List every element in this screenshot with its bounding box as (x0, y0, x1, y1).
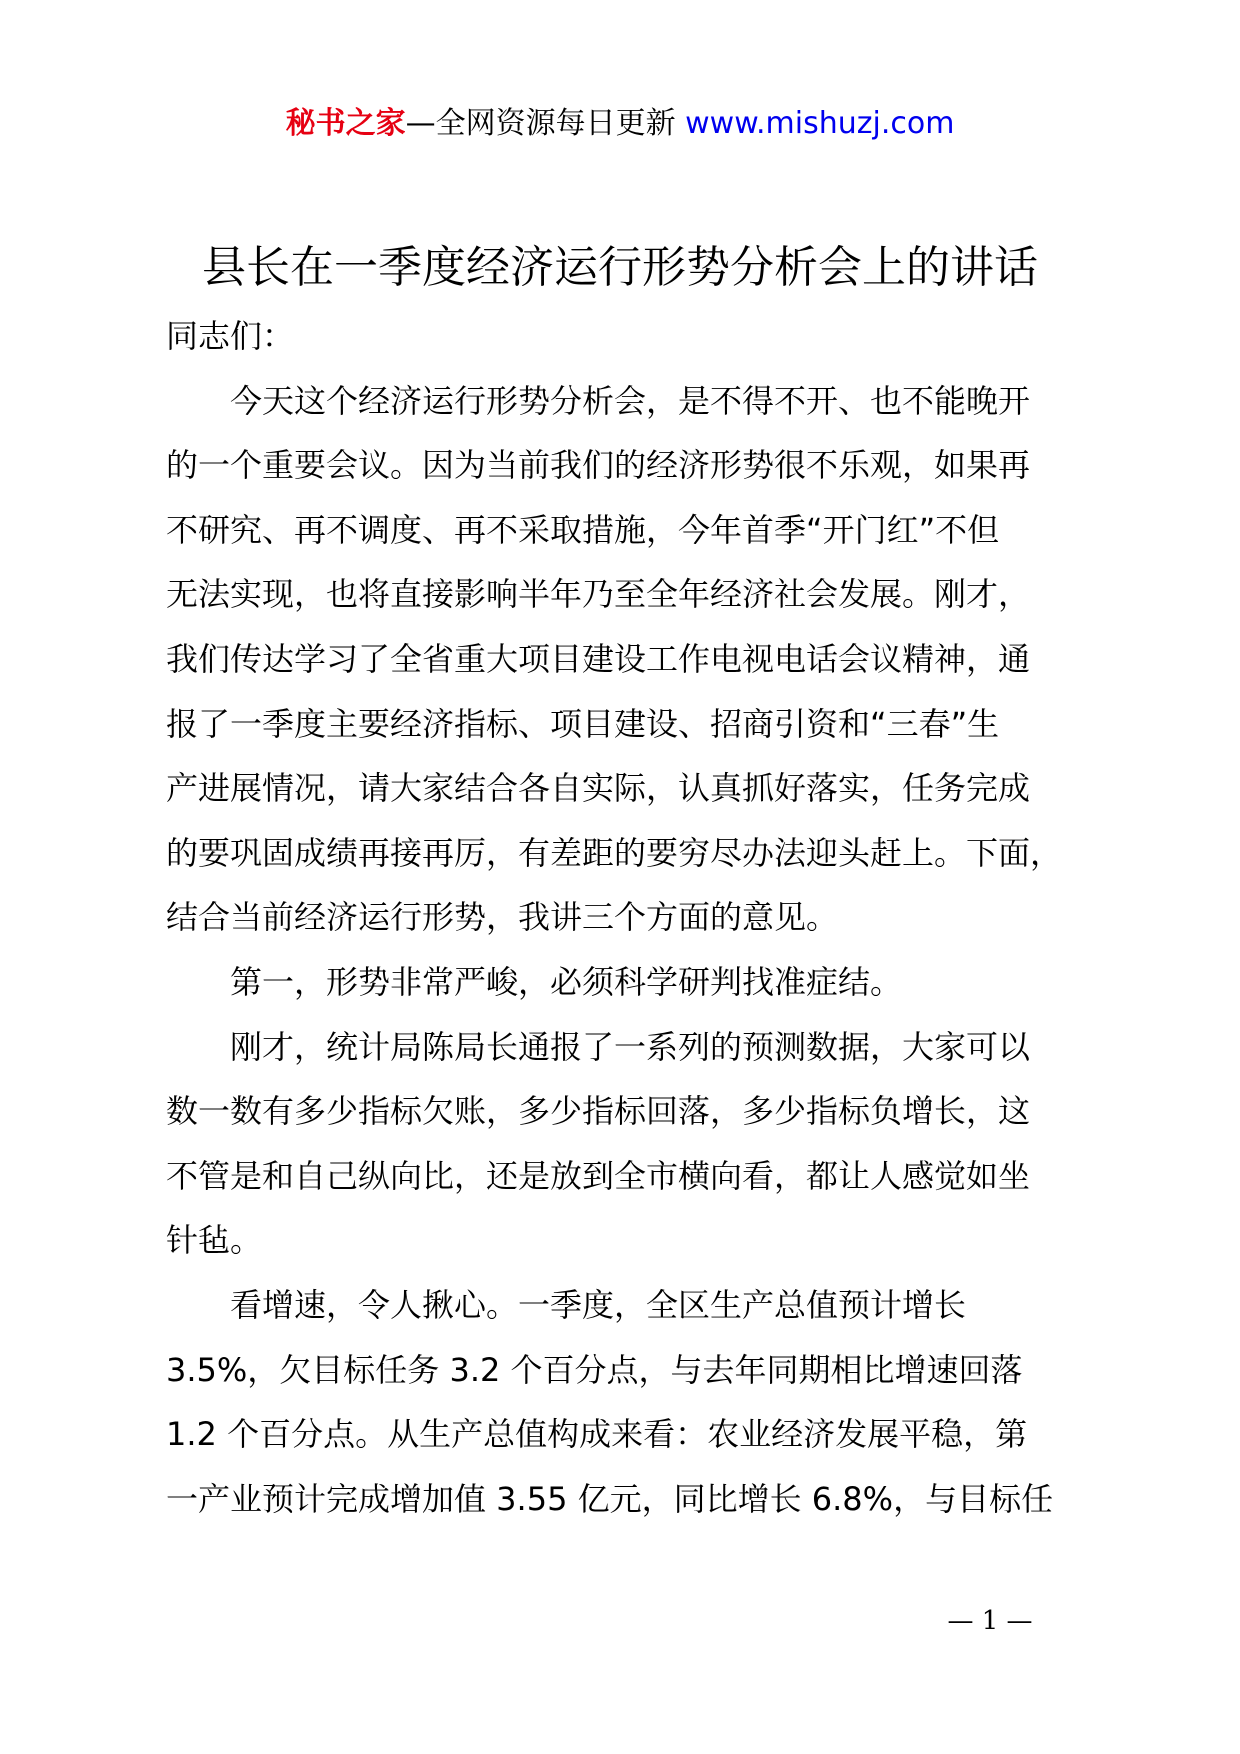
document-body (166, 304, 1086, 1531)
site-url[interactable]: www.mishuzj.com (685, 106, 955, 141)
page-number: — 1 — (947, 1606, 1033, 1636)
body-line: 报了一季度主要经济指标、项目建设、招商引资和“三春”生 (166, 704, 1000, 743)
body-line: 结合当前经济运行形势，我讲三个方面的意见。 (166, 898, 839, 937)
body-line: 的要巩固成绩再接再厉，有差距的要穷尽办法迎头赶上。下面， (166, 833, 1063, 872)
salutation-line: 同志们： (166, 317, 295, 355)
body-line: 针毡。 (166, 1221, 263, 1260)
body-line: 1.2 个百分点。从生产总值构成来看：农业经济发展平稳，第 (166, 1415, 1028, 1454)
body-line: 不研究、再不调度、再不采取措施，今年首季“开门红”不但 (166, 510, 1000, 549)
body-line: 一产业预计完成增加值 3.55 亿元，同比增长 6.8%，与目标任 (166, 1479, 1054, 1518)
body-line: 看增速，令人揪心。一季度，全区生产总值预计增长 (230, 1285, 967, 1324)
body-line: 今天这个经济运行形势分析会，是不得不开、也不能晚开 (230, 381, 1031, 420)
body-line: 数一数有多少指标欠账，多少指标回落，多少指标负增长，这 (166, 1092, 1031, 1131)
body-line: 我们传达学习了全省重大项目建设工作电视电话会议精神，通 (166, 639, 1031, 678)
site-brand: 秘书之家 (285, 106, 406, 141)
site-banner (0, 100, 1240, 148)
body-line: 3.5%，欠目标任务 3.2 个百分点，与去年同期相比增速回落 (166, 1350, 1023, 1389)
site-slogan: —全网资源每日更新 (405, 106, 676, 141)
document-title: 县长在一季度经济运行形势分析会上的讲话 (202, 242, 1038, 293)
body-line: 无法实现，也将直接影响半年乃至全年经济社会发展。刚才， (166, 575, 1031, 614)
body-line: 不管是和自己纵向比，还是放到全市横向看，都让人感觉如坐 (166, 1156, 1031, 1195)
body-line: 的一个重要会议。因为当前我们的经济形势很不乐观，如果再 (166, 446, 1031, 485)
body-line: 产进展情况，请大家结合各自实际，认真抓好落实，任务完成 (166, 769, 1031, 808)
body-line: 刚才，统计局陈局长通报了一系列的预测数据，大家可以 (230, 1027, 1031, 1066)
section-heading-line: 第一，形势非常严峻，必须科学研判找准症结。 (230, 962, 903, 1001)
